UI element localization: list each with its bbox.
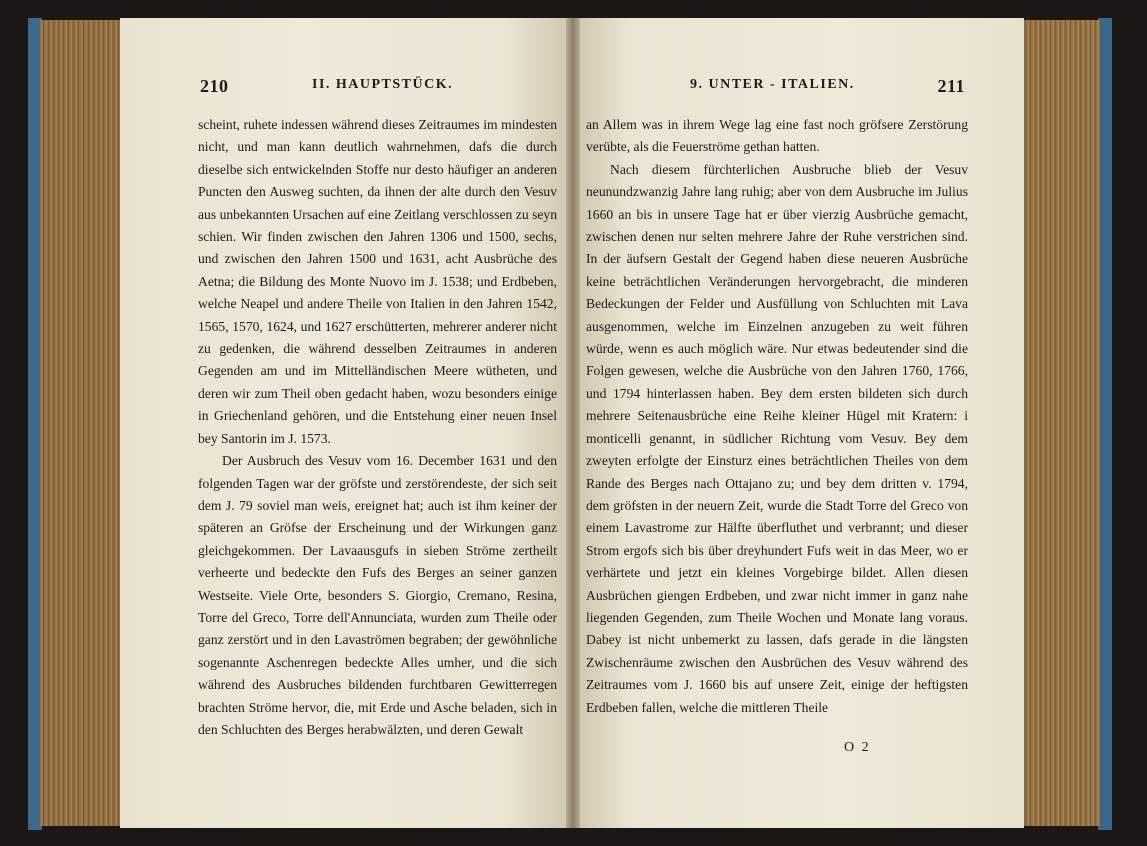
left-page-number: 210 [200,76,229,96]
left-page [120,18,572,828]
book-gutter [566,18,580,828]
left-page-body [198,114,557,741]
page-edges-right [1022,20,1100,826]
right-page-body [586,114,968,719]
right-paragraph-2: Nach diesem fürchterlichen Ausbruche blieb der Vesuv neunundzwanzig Jahre lang ruhig; aber von dem Ausbruche im Julius 1660 an bis in unsere Tage hat er über vierzig Ausbrüche gemacht, zwischen denen nur selten mehrere Jahre der Ruhe verstrichen sind. In der äufsern Gestalt der Gegend haben diese neueren Ausbrüche keine beträchtlichen Veränderungen hervorgebracht, die minderen Bedeckungen der Felder und Ausfüllung von Schluchten mit Lava ausgenommen, welche im Einzelnen anzugeben zu weit führen würde, wenn es auch möglich wäre. Nur etwas bedeutender sind die Folgen gewesen, welche die Ausbrüche von den Jahren 1760, 1766, und 1794 hinterlassen haben. Bey dem ersten bildeten sich durch mehrere Seitenausbrüche eine Reihe kleiner Hügel mit Kratern: i monticelli genannt, in südlicher Richtung vom Vesuv. Bey dem zweyten erfolgte der Einsturz eines beträchtlichen Theiles von dem Rande des Berges nach Ottajano zu; und bey dem dritten v. 1794, dem gröfsten in der neuern Zeit, wurde die Stadt Torre del Greco von einem Lavastrome zur Hälfte überfluthet und verbrannt; und dieser Strom ergofs sich bis über dreyhundert Fufs weit in das Meer, wo er verhärtete und jetzt ein kleines Vorgebirge bildet. Allen diesen Ausbrüchen giengen Erdbeben, und zwar nicht immer in ganz nahe liegenden Gegenden, zum Theile Wochen und Monate lang voraus. Dabey ist nicht unbemerkt zu lassen, dafs gerade in die längsten Zwischenräume zwischen den Ausbrüchen des Vesuv während des Zeitraumes vom J. 1660 bis auf unsere Zeit, einige der heftigsten Erdbeben fallen, welche die mittleren Theile [586,161,968,715]
page-edges-left [40,20,122,826]
signature-mark: O 2 [844,740,871,755]
right-paragraph-1: an Allem was in ihrem Wege lag eine fast noch gröfsere Zerstörung verübte, als die Feuerströme gethan hatten. [586,117,968,155]
right-running-head: 9. UNTER - ITALIEN. [690,77,855,92]
right-page-number: 211 [937,76,965,96]
left-running-head: II. HAUPTSTÜCK. [312,77,454,92]
left-paragraph-1: scheint, ruhete indessen während dieses Zeitraumes im mindesten nicht, und man kann deutlich wahrnehmen, dafs die durch dieselbe sich entwickelnden Stoffe nur desto häufiger an anderen Puncten den Ausweg suchten, da ihnen der alte durch den Vesuv aus unbekannten Ursachen auf eine Zeitlang verschlossen zu seyn schien. Wir finden zwischen den Jahren 1306 und 1500, sechs, und zwischen den Jahren 1500 und 1631, acht Ausbrüche des Aetna; die Bildung des Monte Nuovo im J. 1538; und Erdbeben, welche Neapel und andere Theile von Italien in den Jahren 1542, 1565, 1570, 1624, und 1627 erschütterten, mehrerer anderer nicht zu gedenken, die während desselben Zeitraumes in anderen Gegenden am und im Mittelländischen Meere wütheten, und deren wir zum Theil oben gedacht haben, wozu besonders einige in Griechenland gehören, und die Entstehung einer neuen Insel bey Santorin im J. 1573. [198,117,557,446]
left-paragraph-2: Der Ausbruch des Vesuv vom 16. December 1631 und den folgenden Tagen war der gröfste und zerstörendeste, der sich seit dem J. 79 soviel man weis, ereignet hat; auch ist ihm keiner der späteren an Gröfse der Erscheinung und der Wirkungen ganz gleichgekommen. Der Lavaausgufs in sieben Ströme zertheilt verheerte und bedeckte den Fufs des Berges an seiner ganzen Westseite. Viele Orte, besonders S. Giorgio, Cremano, Resina, Torre del Greco, Torre dell'Annunciata, wurden zum Theile oder ganz zerstört und in den Lavaströmen begraben; der gewöhnliche sogenannte Aschenregen bedeckte Alles umher, und die sich während des Ausbruches bildenden furchtbaren Gewitterregen brachten Ströme hervor, die, mit Erde und Asche beladen, sich in den Schluchten des Berges herabwälzten, und deren Gewalt [198,453,557,737]
book-cover-right [1098,18,1112,830]
right-page [574,18,1024,828]
